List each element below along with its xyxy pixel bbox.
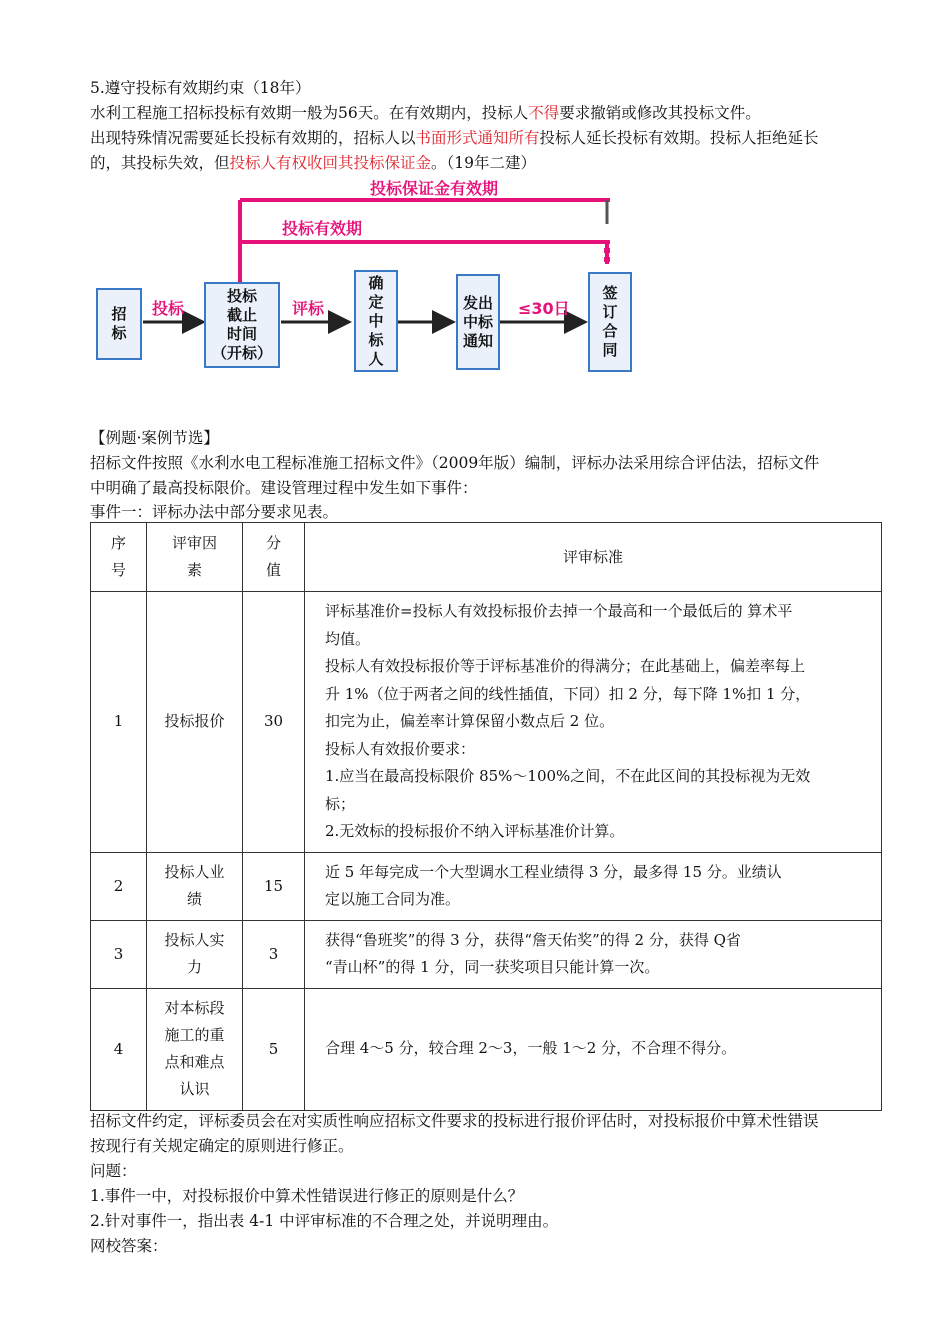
cell-no: 3 [91, 920, 147, 988]
text-span: 投标人延长投标有效期。投标人拒绝延长 [539, 129, 819, 147]
cell-score: 30 [243, 592, 305, 853]
cell-factor: 对本标段 施工的重 点和难点 认识 [147, 988, 243, 1110]
validity-period-label: 投标有效期 [282, 219, 363, 238]
arrow-label-evaluation: 评标 [292, 299, 325, 318]
process-diagram [92, 176, 652, 376]
paragraph-extension-cont [90, 153, 536, 173]
box-tender-invitation: 招 标 [96, 288, 142, 360]
section-title: 5.遵守投标有效期约束（18年） [90, 79, 311, 97]
example-paragraph: 招标文件按照《水利水电工程标准施工招标文件》（2009年版）编制，评标办法采用综合评估法，招标文件 [90, 454, 820, 472]
header-factor: 评审因 素 [147, 523, 243, 592]
cell-standard: 近 5 年每完成一个大型调水工程业绩得 3 分，最多得 15 分。业绩认 定以施工合同为准。 [305, 852, 882, 920]
after-paragraph: 招标文件约定，评标委员会在对实质性响应招标文件要求的投标进行报价评估时，对投标报价中算术性错误 [90, 1112, 819, 1130]
event-one: 事件一：评标办法中部分要求见表。 [90, 503, 339, 521]
highlight-text: 投标人有权收回其投标保证金 [229, 154, 432, 172]
answer-label: 网校答案： [90, 1237, 168, 1255]
question-2: 2.针对事件一，指出表 4-1 中评审标准的不合理之处，并说明理由。 [90, 1212, 559, 1230]
paragraph-validity [90, 103, 761, 123]
paragraph-extension [90, 128, 819, 148]
question-label: 问题： [90, 1162, 137, 1180]
question-1: 1.事件一中，对投标报价中算术性错误进行修正的原则是什么？ [90, 1187, 524, 1205]
cell-standard: 合理 4～5 分，较合理 2～3，一般 1～2 分，不合理不得分。 [305, 988, 882, 1110]
cell-no: 1 [91, 592, 147, 853]
text-span: 要求撤销或修改其投标文件。 [559, 104, 761, 122]
header-no: 序 号 [91, 523, 147, 592]
cell-standard: 获得“鲁班奖”的得 3 分，获得“詹天佑奖”的得 2 分，获得 Q省 “青山杯”的得 1 分，同一获奖项目只能计算一次。 [305, 920, 882, 988]
text-span: 的，其投标失效，但 [90, 154, 230, 172]
highlight-text: 书面形式通知所有 [415, 129, 540, 147]
table-row [91, 592, 882, 853]
box-issue-notice: 发出 中标 通知 [456, 274, 500, 370]
dot-mark [604, 248, 610, 253]
cell-standard: 评标基准价=投标人有效投标报价去掉一个最高和一个最低后的 算术平 均值。 投标人有效投标报价等于评标基准价的得满分；在此基础上，偏差率每上 升 1%（位于两者之间的线性插值，下同）扣 2 分，每下降 1%扣 1 分， 扣完为止，偏差率计算保留小数点后 2 位。 投标人有效报价要求： 1.应当在最高投标限价 85%～100%之间，不在此区间的其投标视为无效 标； 2.无效标的投标报价不纳入评标基准价计算。 [305, 592, 882, 853]
highlight-text: 不得 [528, 104, 560, 122]
header-score: 分 值 [243, 523, 305, 592]
text-span: 出现特殊情况需要延长投标有效期的，招标人以 [90, 129, 416, 147]
cell-score: 5 [243, 988, 305, 1110]
header-standard: 评审标准 [305, 523, 882, 592]
cell-no: 4 [91, 988, 147, 1110]
cell-factor: 投标人实 力 [147, 920, 243, 988]
text-span: 水利工程施工招标投标有效期一般为56天。在有效期内，投标人 [90, 104, 529, 122]
text-span: 。（19年二建） [431, 154, 537, 172]
cell-score: 15 [243, 852, 305, 920]
cell-no: 2 [91, 852, 147, 920]
evaluation-table [90, 522, 882, 1111]
cell-factor: 投标报价 [147, 592, 243, 853]
arrow-label-30-days: ≤30日 [518, 299, 570, 318]
box-bid-deadline: 投标 截止 时间 （开标） [204, 282, 280, 368]
dot-mark [604, 257, 610, 262]
box-determine-winner: 确 定 中 标 人 [354, 270, 398, 372]
table-header-row [91, 523, 882, 592]
table-row [91, 988, 882, 1110]
cell-score: 3 [243, 920, 305, 988]
cell-factor: 投标人业 绩 [147, 852, 243, 920]
after-paragraph-cont: 按现行有关规定确定的原则进行修正。 [90, 1137, 354, 1155]
box-sign-contract: 签 订 合 同 [588, 272, 632, 372]
bond-period-label: 投标保证金有效期 [370, 179, 499, 198]
table-row [91, 852, 882, 920]
arrow-label-bid: 投标 [152, 299, 185, 318]
table-row [91, 920, 882, 988]
example-title: 【例题·案例节选】 [90, 429, 219, 447]
example-paragraph-cont: 中明确了最高投标限价。建设管理过程中发生如下事件： [90, 479, 478, 497]
